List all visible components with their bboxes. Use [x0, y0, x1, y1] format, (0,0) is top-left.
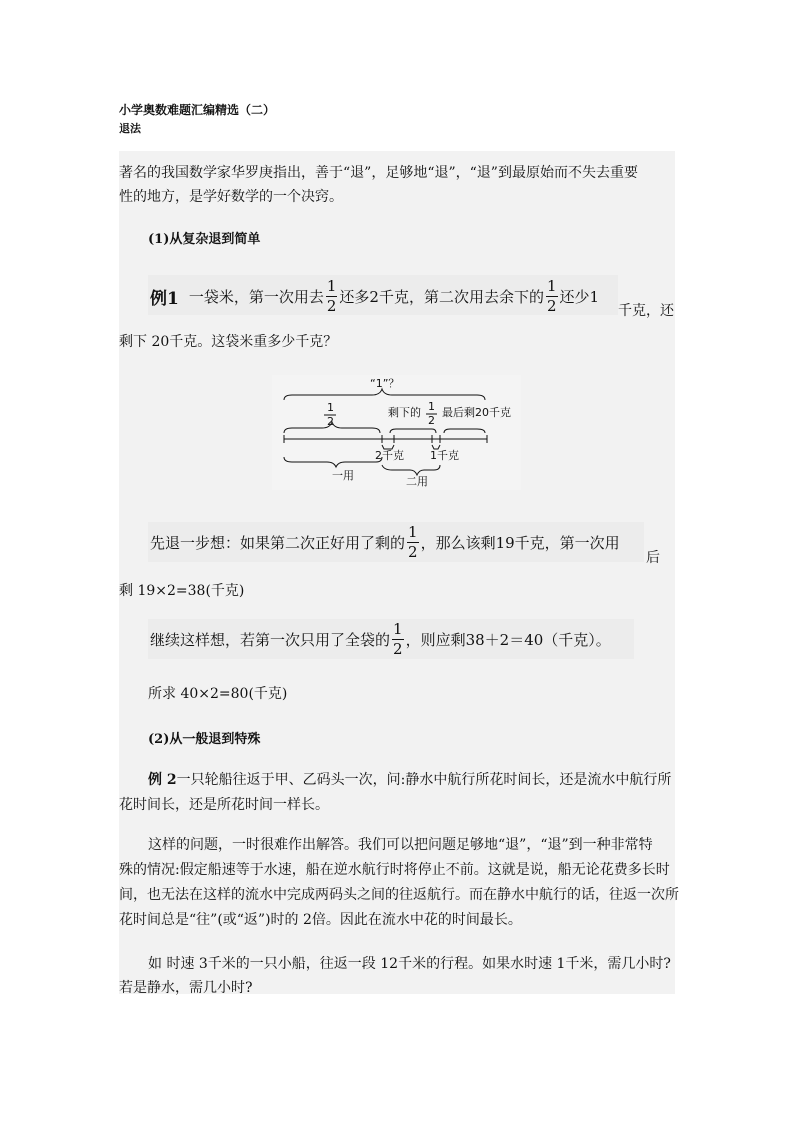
step-2-line — [150, 620, 611, 658]
total-brace — [284, 389, 485, 400]
remain-half-brace — [390, 429, 436, 433]
use1-brace — [284, 457, 382, 467]
diagram-use1: 一用 — [332, 469, 354, 482]
explain-line-2: 殊的情况:假定船速等于水速，船在逆水航行时将停止不前。这就是说，船无论花费多长时 — [119, 862, 670, 878]
explain-line-3: 间，也无法在这样的流水中完成两码头之间的往返航行。而在静水中航行的话，往返一次所 — [119, 887, 679, 903]
explain-line-1: 这样的问题，一时很难作出解答。我们可以把问题足够地“退”，“退”到一种非常特 — [148, 837, 653, 853]
step-1-text-c: 后 — [646, 550, 660, 566]
answer-1: 所求 40×2=80(千克) — [148, 686, 288, 702]
example-1-text-b: 还多2千克，第二次用去余下的 — [339, 287, 544, 306]
section-heading-2: (2)从一般退到特殊 — [148, 732, 261, 747]
diagram-total-label: “1”？ — [370, 377, 400, 390]
use2-brace — [382, 465, 440, 475]
example-2-line-2: 花时间长，还是所花时间一样长。 — [119, 797, 329, 813]
example-2-line-1 — [148, 766, 671, 794]
example-3-line-1: 如 时速 3千米的一只小船，往返一段 12千米的行程。如果水时速 1千米，需几小时? — [148, 956, 671, 972]
section-heading-1: (1)从复杂退到简单 — [148, 232, 261, 247]
intro-line-1: 著名的我国数学家华罗庚指出，善于“退”，足够地“退”，“退”到最原始而不失去重要 — [119, 165, 638, 181]
step-1-line-1 — [150, 523, 620, 561]
fraction-denominator: 2 — [393, 639, 403, 658]
fraction-denominator: 2 — [408, 542, 418, 561]
fraction-half-4 — [392, 619, 404, 658]
example-1-line-2: 剩下 20千克。这袋米重多少千克？ — [119, 334, 338, 350]
example-3-line-2: 若是静水，需几小时? — [119, 980, 253, 996]
diagram-half-num-2: 1 — [428, 400, 435, 413]
example-1-text-c: 还少1 — [559, 287, 600, 306]
fraction-half-1 — [326, 276, 338, 315]
example-2-text: 一只轮船往返于甲、乙码头一次，问:静水中航行所花时间长，还是流水中航行所 — [176, 772, 672, 788]
step-2-text-b: ，则应剩38＋2＝40（千克）。 — [405, 630, 611, 649]
fraction-numerator: 1 — [408, 522, 418, 541]
example-1-label: 例1 — [150, 288, 179, 309]
page-title: 小学奥数难题汇编精选（二） — [119, 103, 276, 117]
fraction-numerator: 1 — [326, 276, 337, 295]
intro-line-2: 性的地方，是学好数学的一个决窍。 — [119, 189, 343, 205]
diagram-svg — [272, 375, 521, 490]
example-1-line-1 — [150, 277, 599, 315]
fraction-half-2 — [546, 276, 558, 315]
example-1-text-d: 千克，还 — [618, 303, 674, 319]
step-1-text-b: ，那么该剩19千克，第一次用 — [420, 533, 620, 552]
step-1-text-a: 先退一步想：如果第二次正好用了剩的 — [150, 533, 406, 552]
explain-line-4: 花时间总是“往”(或“返”)时的 2倍。因此在流水中花的时间最长。 — [119, 912, 522, 928]
fraction-numerator: 1 — [393, 619, 403, 638]
diagram-remain-label: 剩下的 — [388, 406, 421, 419]
diagram-use2: 二用 — [406, 475, 428, 488]
step-1-line-2: 剩 19×2=38(千克) — [119, 583, 245, 599]
fraction-denominator: 2 — [546, 296, 557, 315]
diagram-half-den: 2 — [327, 415, 334, 428]
step-2-text-a: 继续这样想，若第一次只用了全袋的 — [150, 630, 391, 649]
line-segment-diagram — [272, 375, 521, 490]
page-subtitle: 退法 — [119, 122, 141, 135]
fraction-half-3 — [407, 522, 419, 561]
remain-20-brace — [444, 429, 485, 433]
example-2-label: 例 2 — [148, 772, 177, 788]
diagram-half-den-2: 2 — [428, 414, 435, 427]
example-1-text-a: 一袋米，第一次用去 — [188, 287, 324, 306]
diagram-kg1: 1千克 — [430, 449, 459, 462]
diagram-remain-20: 最后剩20千克 — [442, 406, 511, 419]
diagram-kg2: 2千克 — [375, 449, 404, 462]
diagram-half-num: 1 — [327, 401, 334, 414]
fraction-numerator: 1 — [546, 276, 557, 295]
fraction-denominator: 2 — [326, 296, 337, 315]
